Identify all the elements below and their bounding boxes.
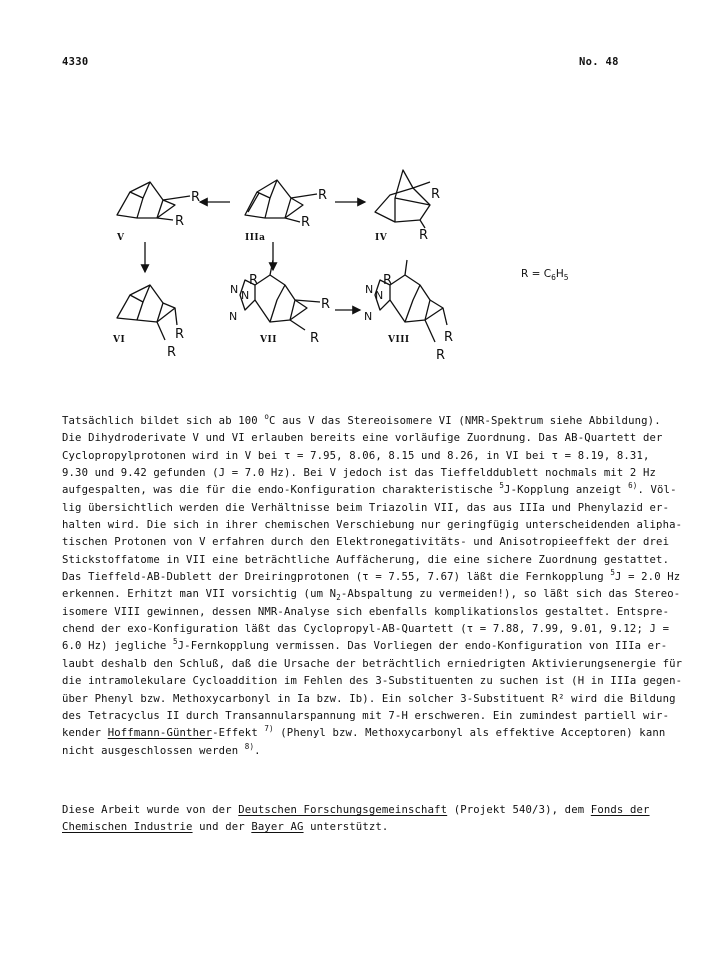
- text-line: Cyclopropylprotonen wird in V bei τ = 7.95, 8.06, 8.15 und 8.26, in VI bei τ = 8.19, 8.31,: [62, 449, 650, 462]
- compound-label-VIII: VIII: [388, 335, 410, 345]
- text-line: nicht ausgeschlossen werden $^{8)}$.: [62, 741, 261, 757]
- reference-6: 6): [628, 481, 638, 491]
- text-line: Chemischen Industrie und der Bayer AG unterstützt.: [62, 821, 389, 834]
- nitrogen-atom: N: [364, 310, 373, 323]
- compound-label-IIIa: IIIa: [245, 233, 266, 243]
- nitrogen-atom: N: [229, 310, 238, 323]
- text-line: chend der exo-Konfiguration läßt das Cyclopropyl-AB-Quartett (τ = 7.88, 7.99, 9.01, 9.12; J =: [62, 623, 670, 636]
- substituent-r: R: [167, 345, 177, 360]
- substituent-r: R: [191, 190, 201, 205]
- text-line: Diese Arbeit wurde von der Deutschen Forschungsgemeinschaft (Projekt 540/3), dem Fonds der: [62, 804, 650, 816]
- text-line: über Phenyl bzw. Methoxycarbonyl in Ia bzw. Ib). Ein solcher 3-Substituent R² wird die Bildung: [62, 692, 676, 705]
- hoffmann-guenther-name: Hoffmann-Günther: [107, 727, 213, 740]
- text-line: erkennen. Erhitzt man VII vorsichtig (um $N_2$-Abspaltung zu vermeiden!), so läßt sich das Stereo-: [62, 588, 681, 603]
- text-line: halten wird. Die sich in ihrer chemischen Verschiebung nur geringfügig unterscheidenden alipha-: [62, 519, 683, 532]
- compound-label-IV: IV: [375, 233, 388, 243]
- substituent-r: R: [249, 273, 259, 288]
- substituent-r: R: [175, 327, 185, 342]
- text-line: Das Tieffeld-AB-Dublett der Dreiringprotonen (τ = 7.55, 7.67) läßt die Fernkopplung $^5$J = 2.0 Hz: [62, 568, 681, 584]
- body-paragraph-1: [62, 412, 683, 760]
- structure-IV: [375, 170, 430, 228]
- text-line: Stickstoffatome in VII eine beträchtliche Auffächerung, die eine sichere Zuordnung gestattet.: [62, 553, 670, 566]
- text-line: Tatsächlich bildet sich ab 100 $^o$C aus V das Stereoisomere VI (NMR-Spektrum siehe Abbildung).: [62, 412, 661, 427]
- substituent-r: R: [301, 215, 311, 230]
- compound-label-V: V: [117, 233, 125, 243]
- substituent-r: R: [436, 348, 446, 363]
- text-line: lig übersichtlich werden die Verhältnisse beim Triazolin VII, das aus IIIa und Phenylazid er-: [62, 501, 670, 514]
- nitrogen-atom: N: [375, 289, 384, 302]
- acknowledgement-paragraph: [62, 802, 650, 837]
- substituent-r: R: [175, 214, 185, 229]
- funder-fonds-cont: Chemischen Industrie: [62, 821, 193, 834]
- text-line: tischen Protonen von V erfahren durch den Elektronegativitäts- und Anisotropieeffekt der drei: [62, 536, 670, 549]
- compound-label-VII: VII: [260, 335, 277, 345]
- funder-dfg: Deutschen Forschungsgemeinschaft: [238, 804, 448, 816]
- substituent-r: R: [310, 331, 320, 346]
- nitrogen-atom: N: [241, 289, 250, 302]
- reference-7: 7): [264, 724, 274, 734]
- reaction-scheme: [95, 160, 565, 375]
- funder-bayer: Bayer AG: [251, 821, 304, 834]
- page-number: 4330: [62, 56, 89, 68]
- text-line: des Tetracyclus II durch Transannularspannung mit 7-H erschweren. Ein zumindest partiell wir-: [62, 709, 670, 722]
- reference-8: 8): [244, 741, 255, 751]
- compound-label-VI: VI: [113, 335, 126, 345]
- structure-VI: [117, 285, 177, 340]
- journal-issue: No. 48: [579, 56, 619, 68]
- substituent-r: R: [419, 228, 429, 243]
- text-line: aufgespalten, was die für die endo-Konfiguration charakteristische $^5$J-Kopplung anzeigt $^{6)}$. Völ-: [62, 481, 677, 497]
- text-line: die intramolekulare Cycloaddition im Fehlen des 3-Substituenten zu suchen ist (H in IIIa gegen-: [62, 675, 683, 688]
- text-line: isomere VIII gewinnen, dessen NMR-Analyse sich ebenfalls komplikationslos gestaltet. Entspre-: [62, 605, 670, 618]
- text-line: 6.0 Hz) jegliche $^5$J-Fernkopplung vermissen. Das Vorliegen der endo-Konfiguration von IIIa er-: [62, 637, 668, 653]
- structure-VII: [240, 260, 320, 330]
- nitrogen-atom: N: [365, 283, 374, 296]
- substituent-r: R: [318, 188, 328, 203]
- substituent-definition: $R = C_6H_5$: [521, 268, 569, 282]
- text-line: laubt deshalb den Schluß, daß die Ursache der beträchtlich erniedrigten Aktivierungsenergie für: [62, 657, 683, 670]
- substituent-r: R: [321, 297, 331, 312]
- substituent-r: R: [431, 187, 441, 202]
- substituent-r: R: [444, 330, 454, 345]
- substituent-r: R: [383, 273, 393, 288]
- nitrogen-atom: N: [230, 283, 239, 296]
- text-line: 9.30 und 9.42 gefunden (J = 7.0 Hz). Bei V jedoch ist das Tieffelddublett nochmals mit 2 Hz: [62, 467, 657, 480]
- funder-fonds: Fonds der: [590, 804, 650, 816]
- text-line: kender Hoffmann-Günther-Effekt $^{7)}$ (Phenyl bzw. Methoxycarbonyl als effektive Acceptoren) kann: [62, 724, 666, 740]
- text-line: Die Dihydroderivate V und VI erlauben bereits eine vorläufige Zuordnung. Das AB-Quartett der: [62, 432, 663, 445]
